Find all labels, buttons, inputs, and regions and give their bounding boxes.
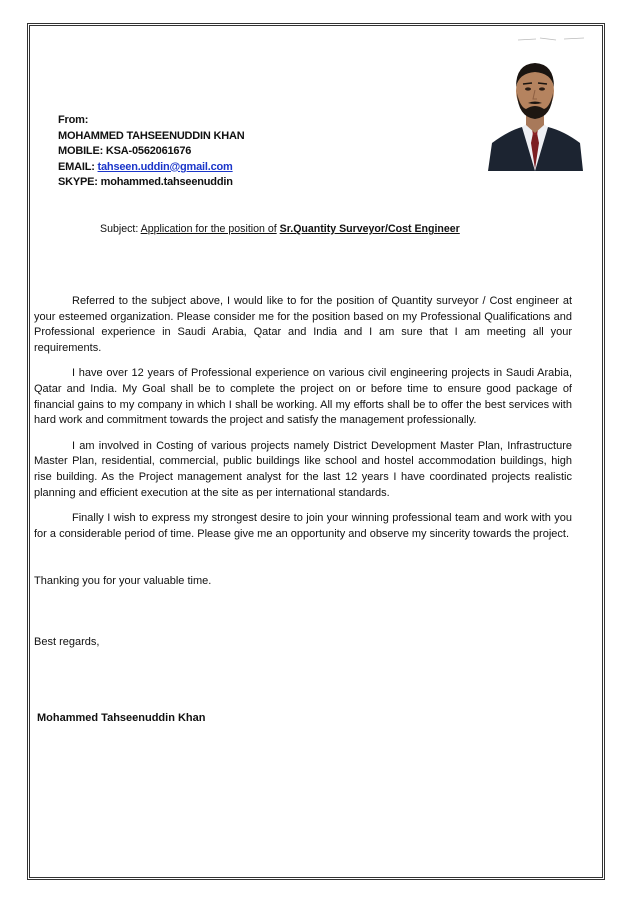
subject-label: Subject: [100,223,139,235]
sender-info [58,113,244,191]
paragraph-2: I have over 12 years of Professional experience on various civil engineering projects in Saudi Arabia, Qatar and India. My Goal shall be to complete the project on or before time to ensure good package of financial gains to my company in which I shall be working. All my efforts shall be to offer the best services with hard work and commitment towards the project and satisfy the management professionally. [34,367,572,427]
paragraph-1: Referred to the subject above, I would like to for the position of Quantity surveyor / Cost engineer at your esteemed organization. Please consider me for the position based on my Professional Qualifications and Professional experience in Saudi Arabia, Qatar and India and I am sure that I am meeting all your requirements. [34,295,572,354]
sender-email [58,160,244,176]
mobile-label: MOBILE: [58,145,104,158]
skype-label: SKYPE: [58,176,98,189]
email-link[interactable]: tahseen.uddin@gmail.com [97,160,233,173]
subject-position: Sr.Quantity Surveyor/Cost Engineer [279,223,460,235]
subject-text: Application for the position of [140,223,277,235]
subject-line [100,223,460,235]
pen-scribble [516,34,586,44]
email-label: EMAIL: [58,160,95,173]
sender-name: MOHAMMED TAHSEENUDDIN KHAN [58,129,245,142]
paragraph-3: I am involved in Costing of various projects namely District Development Master Plan, Infrastructure Master Plan, residential, commercial, public buildings like school and hostel accommodation buildings, high rise building. As the Project management analyst for the last 12 years I have coordinated projects realistic planning and efficient execution at the site as per international standards. [34,439,572,499]
closing-regards: Best regards, [34,636,100,648]
paragraph-4: Finally I wish to express my strongest desire to join your winning professional team and work with you for a considerable period of time. Please give me an opportunity and observe my sincerity towards the project. [34,512,572,540]
sender-mobile [58,144,244,160]
sender-skype [58,175,244,191]
signature-name: Mohammed Tahseenuddin Khan [37,712,206,724]
letter-body [34,294,572,552]
from-label: From: [58,114,89,126]
mobile-value: KSA-0562061676 [105,145,192,158]
skype-value: mohammed.tahseenuddin [100,176,233,189]
profile-photo [488,47,583,171]
thanks-line: Thanking you for your valuable time. [34,575,212,587]
